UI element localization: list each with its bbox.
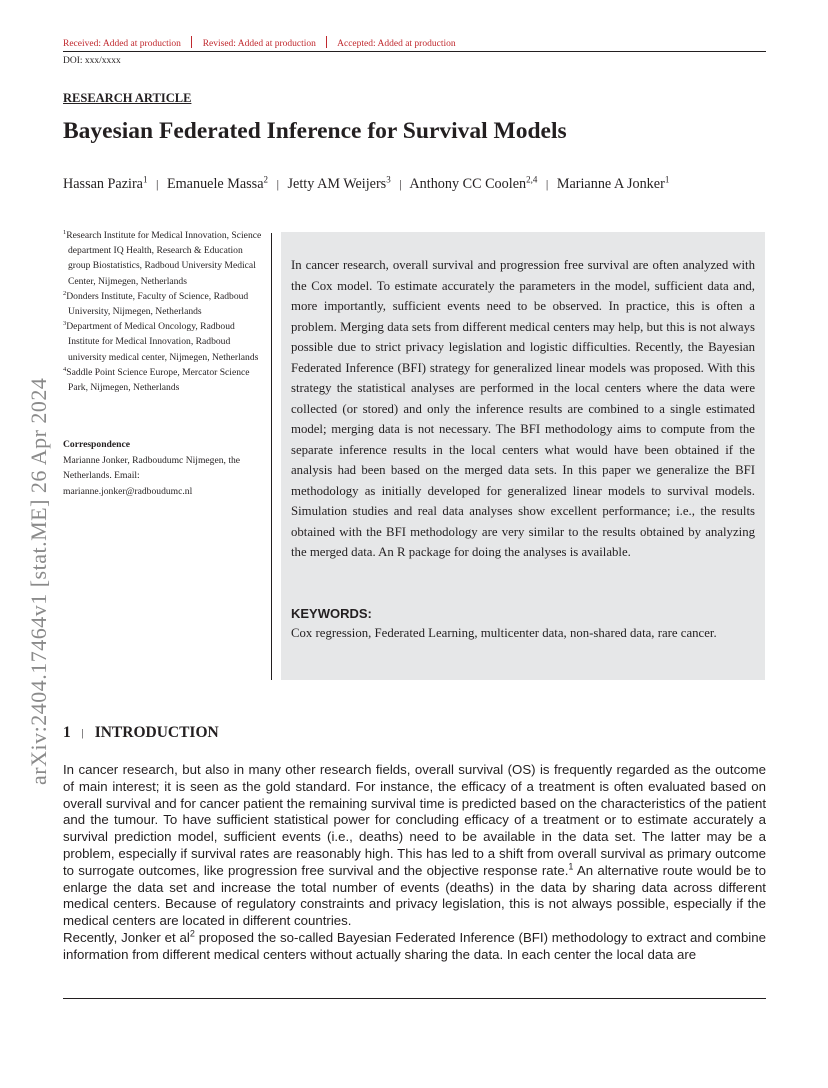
doi: DOI: xxx/xxxx <box>63 56 121 66</box>
author: Jetty AM Weijers$^3$ <box>287 174 391 192</box>
citation[interactable]: 2 <box>189 928 195 939</box>
keywords-text: Cox regression, Federated Learning, multicenter data, non-shared data, rare cancer. <box>291 626 717 640</box>
author-separator: | <box>276 177 279 191</box>
author-list <box>63 176 767 193</box>
received-value: Added at production <box>102 39 181 49</box>
page-title: Bayesian Federated Inference for Survival Models <box>63 118 567 144</box>
affiliation: $^3$Department of Medical Oncology, Radboud Institute for Medical Innovation, Radboud university medical center, Nijmegen, Netherlands <box>63 320 259 363</box>
column-divider <box>271 233 272 680</box>
revised-label: Revised: <box>202 39 236 49</box>
author: Hassan Pazira$^1$ <box>63 174 148 192</box>
author: Emanuele Massa$^2$ <box>166 174 269 192</box>
received-label: Received: <box>63 39 101 49</box>
header-divider <box>326 36 327 48</box>
accepted-value: Added at production <box>377 39 456 49</box>
header-rule <box>63 51 766 52</box>
correspondence-heading: Correspondence <box>63 439 130 450</box>
author: Anthony CC Coolen$^{2,4}$ <box>409 174 538 192</box>
affiliations <box>63 228 266 395</box>
abstract-box <box>281 232 765 680</box>
arxiv-stamp: arXiv:2404.17464v1 [stat.ME] 26 Apr 2024 <box>26 377 51 785</box>
header-divider <box>191 36 192 48</box>
manuscript-dates <box>63 36 456 49</box>
author-separator: | <box>399 177 402 191</box>
author-separator: | <box>545 177 549 191</box>
section-heading <box>63 724 219 742</box>
paragraph: Recently, Jonker et $al^2$ proposed the so-called Bayesian Federated Inference (BFI) methodology to extract and combine information from different medical centers without actually sharing the data. In each center the local data are <box>63 928 766 962</box>
section-title: INTRODUCTION <box>94 724 219 741</box>
accepted-label: Accepted: <box>337 39 376 49</box>
author: Marianne A Jonker$^1$ <box>556 174 670 192</box>
section-number: 1 <box>63 724 71 741</box>
author-separator: | <box>156 177 159 191</box>
section-separator: | <box>81 727 84 739</box>
affiliation: $^1$Research Institute for Medical Innovation, Science department IQ Health, Research & Education group Biostatistics, Radboud University Medical Center, Nijmegen, Netherlands <box>63 228 262 287</box>
affiliation: $^4$Saddle Point Science Europe, Mercator Science Park, Nijmegen, Netherlands <box>63 365 250 394</box>
affiliation: $^2$Donders Institute, Faculty of Science, Radboud University, Nijmegen, Netherlands <box>63 289 249 318</box>
abstract-text: In cancer research, overall survival and progression free survival are often analyzed with the Cox model. To estimate accurately the parameters in the model, sufficient data and, more importantly, sufficient events need to be observed. In practice, this is often a problem. Merging data sets from different medical centers may help, but this is not always possible due to strict privacy legislation and logistic difficulties. Recently, the Bayesian Federated Inference (BFI) strategy for generalized linear models was proposed. With this strategy the statistical analyses are performed in the local centers where the data were collected (or stored) and only the inference results are combined to a single estimated model; merging data is not necessary. The BFI methodology aims to compute from the separate inference results in the local centers what would have been obtained if the analysis had been based on the merged data sets. In this paper we generalize the BFI methodology as initially developed for generalized linear models to survival models. Simulation studies and real data analyses show excellent performance; i.e., the results obtained with the BFI methodology are very similar to the results obtained by analyzing the merged data. An R package for doing the analyses is available. <box>291 258 755 559</box>
footer-rule <box>63 998 766 999</box>
introduction-body <box>63 762 766 964</box>
citation[interactable]: 1 <box>568 861 574 872</box>
paragraph: In cancer research, but also in many other research fields, overall survival (OS) is frequently regarded as the outcome of main interest; it is seen as the gold standard. For instance, the efficacy of a treatment is often evaluated based on overall survival and for cancer patient the remaining survival time is predicted based on the characteristics of the patient and the tumour. To have sufficient statistical power for concluding efficacy of a treatment or to estimate accurately a survival prediction model, sufficient events (i.e., deaths) need to be available in the data set. The latter may be a problem, especially if survival rates are reasonably high. This has led to a shift from overall survival as primary outcome to surrogate outcomes, like progression free survival and the objective response rate.$^1$ An alternative route would be to enlarge the data set and increase the total number of events (deaths) in the data by sharing data across different medical centers. Because of regulatory constraints and privacy legislation, this is not always possible, especially if the medical centers are located in different countries. <box>63 762 766 929</box>
revised-value: Added at production <box>237 39 316 49</box>
correspondence-text: Marianne Jonker, Radboudumc Nijmegen, the Netherlands. Email: marianne.jonker@radboudumc.nl <box>63 455 241 497</box>
article-type: RESEARCH ARTICLE <box>63 91 192 105</box>
correspondence <box>63 437 266 499</box>
keywords-heading: KEYWORDS: <box>291 606 372 621</box>
